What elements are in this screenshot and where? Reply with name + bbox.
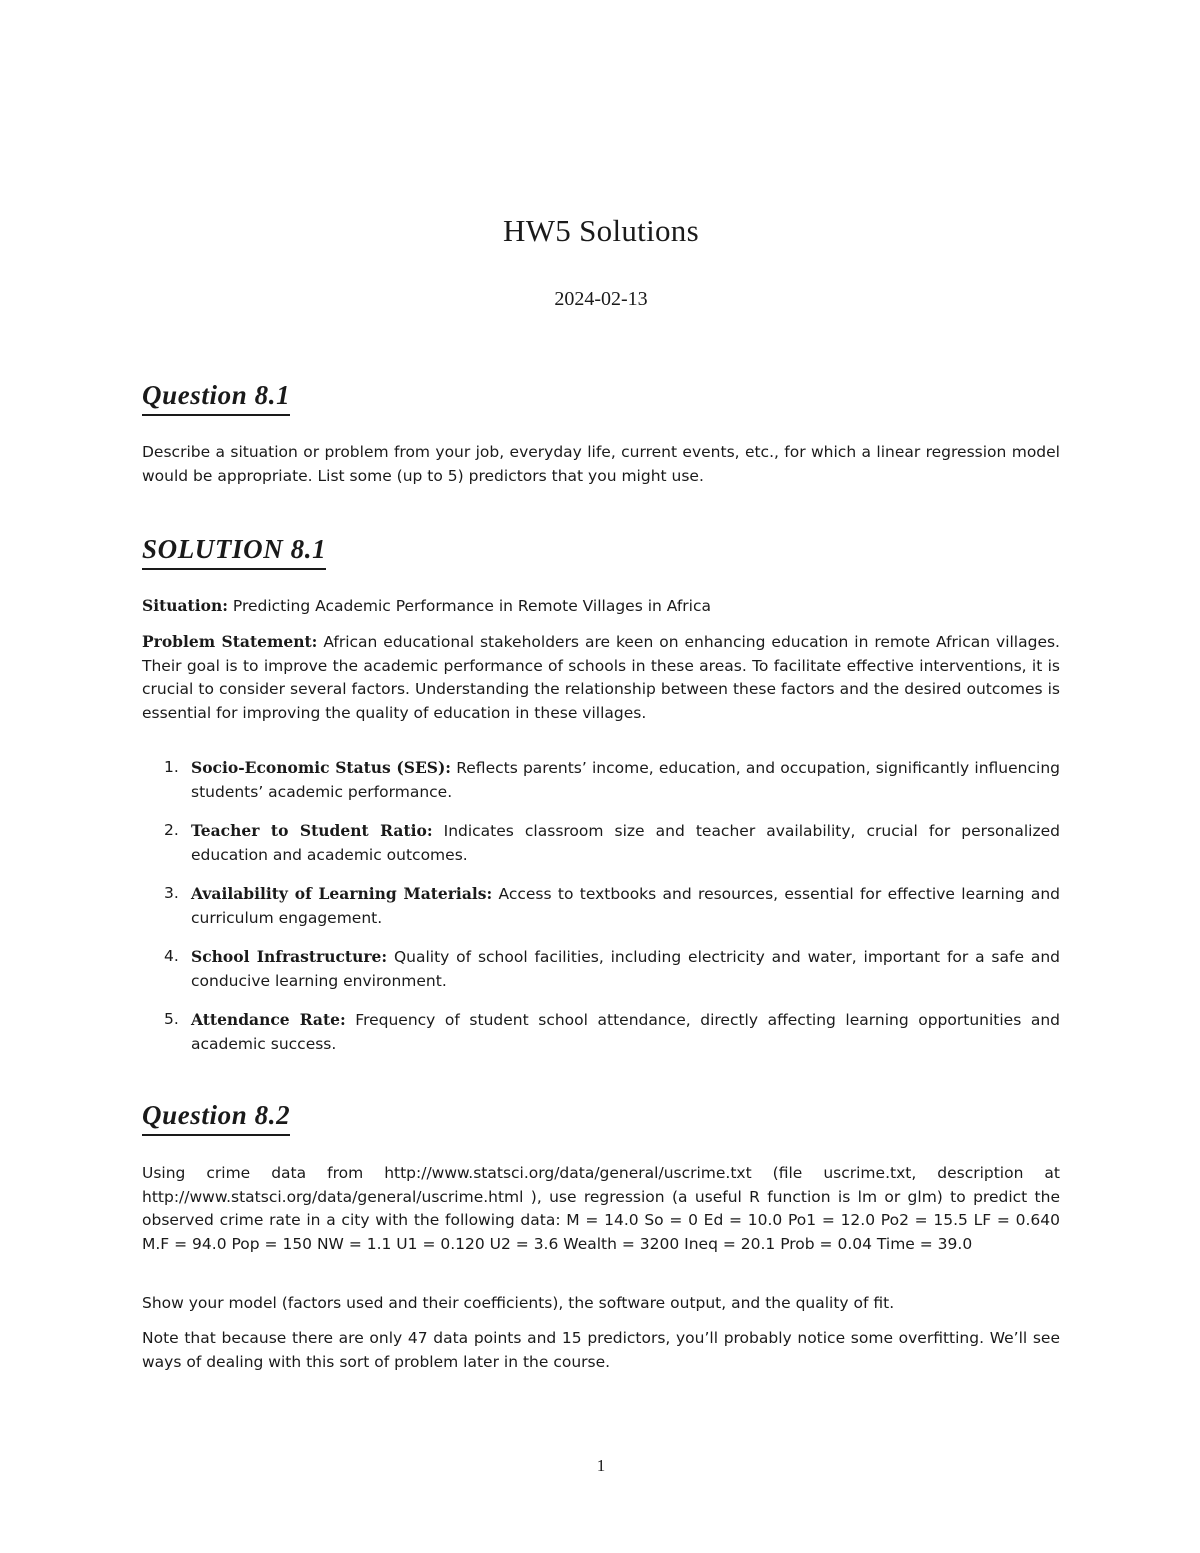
- list-item-text: Access to textbooks and resources, essential for effective learning and curriculum engagement.: [191, 885, 1060, 927]
- predictor-list: [142, 756, 1060, 1071]
- list-number: 1.: [164, 758, 179, 776]
- question-8-2-paragraph-2: Show your model (factors used and their coefficients), the software output, and the quality of fit.: [142, 1294, 895, 1312]
- list-number: 2.: [164, 821, 179, 839]
- list-item-text: Indicates classroom size and teacher availability, crucial for personalized education and academic outcomes.: [191, 822, 1060, 864]
- list-item: [142, 945, 1060, 993]
- situation-text: Predicting Academic Performance in Remote Villages in Africa: [227, 597, 711, 615]
- heading-solution-8-1: SOLUTION 8.1: [142, 532, 326, 570]
- heading-question-8-2: Question 8.2: [142, 1098, 290, 1136]
- list-item: [142, 756, 1060, 804]
- list-item: [142, 882, 1060, 930]
- question-8-2-paragraph-1: Using crime data from http://www.statsci.org/data/general/uscrime.txt (file uscrime.txt, description at http://www.statsci.org/data/general/uscrime.html ), use regression (a useful R function is lm or glm) to predict the observed crime rate in a city with the following data: M = 14.0 So = 0 Ed = 10.0 Po1 = 12.0 Po2 = 15.5 LF = 0.640 M.F = 94.0 Pop = 150 NW = 1.1 U1 = 0.120 U2 = 3.6 Wealth = 3200 Ineq = 20.1 Prob = 0.04 Time = 39.0: [142, 1164, 1060, 1253]
- list-item-label: School Infrastructure:: [191, 947, 388, 966]
- list-item-label: Availability of Learning Materials:: [191, 884, 493, 903]
- list-number: 4.: [164, 947, 179, 965]
- list-item-label: Socio-Economic Status (SES):: [191, 758, 452, 777]
- list-item: [142, 819, 1060, 867]
- list-item-text: Quality of school facilities, including electricity and water, important for a safe and conducive learning environment.: [191, 948, 1060, 990]
- document-title: HW5 Solutions: [503, 213, 699, 248]
- problem-statement-text: African educational stakeholders are keen on enhancing education in remote African villages. Their goal is to improve the academic performance of schools in these areas. To facilitate effective interventions, it is crucial to consider several factors. Understanding the relationship between these factors and the desired outcomes is essential for improving the quality of education in these villages.: [142, 633, 1060, 722]
- list-number: 5.: [164, 1010, 179, 1028]
- question-8-1-text: Describe a situation or problem from your job, everyday life, current events, etc., for which a linear regression model would be appropriate. List some (up to 5) predictors that you might use.: [142, 443, 1060, 485]
- situation-paragraph: [142, 594, 1060, 619]
- list-number: 3.: [164, 884, 179, 902]
- list-item-text: Frequency of student school attendance, directly affecting learning opportunities and academic success.: [191, 1011, 1060, 1053]
- list-item-text: Reflects parents’ income, education, and occupation, significantly influencing students’ academic performance.: [191, 759, 1060, 801]
- list-item-label: Teacher to Student Ratio:: [191, 821, 433, 840]
- heading-question-8-1: Question 8.1: [142, 378, 290, 416]
- question-8-2-paragraph-3: Note that because there are only 47 data points and 15 predictors, you’ll probably notice some overfitting. We’ll see ways of dealing with this sort of problem later in the course.: [142, 1329, 1060, 1371]
- list-item: [142, 1008, 1060, 1056]
- problem-statement-label: Problem Statement:: [142, 632, 318, 651]
- page-number: 1: [596, 1456, 606, 1475]
- list-item-label: Attendance Rate:: [191, 1010, 346, 1029]
- situation-label: Situation:: [142, 596, 228, 615]
- problem-statement-paragraph: [142, 630, 1060, 725]
- document-date: 2024-02-13: [554, 288, 648, 310]
